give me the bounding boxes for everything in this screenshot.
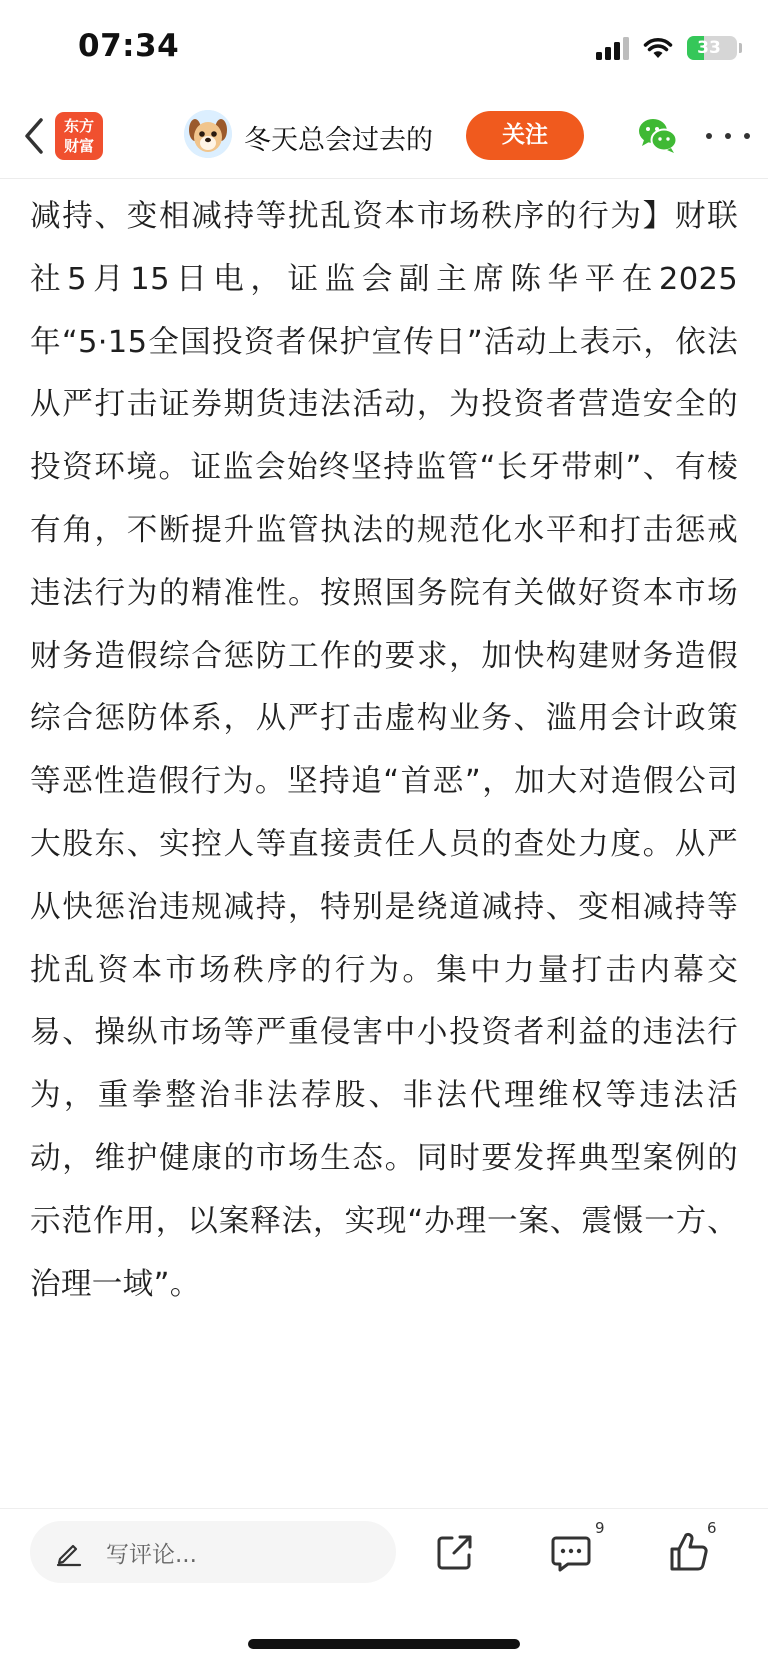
comment-icon <box>548 1529 594 1575</box>
home-indicator[interactable] <box>248 1639 520 1649</box>
status-time: 07:34 <box>78 28 180 64</box>
wifi-icon <box>643 36 673 60</box>
comment-count: 9 <box>595 1519 605 1537</box>
bottom-action-bar <box>0 1508 768 1664</box>
pen-icon <box>54 1537 84 1567</box>
brand-logo[interactable] <box>55 112 103 160</box>
back-button[interactable] <box>14 114 54 158</box>
like-count: 6 <box>707 1519 717 1537</box>
brand-logo-line1: 东方 <box>63 117 94 135</box>
more-icon-dot <box>706 133 712 139</box>
cellular-signal-icon <box>596 36 629 60</box>
comment-button[interactable] <box>548 1529 594 1575</box>
more-icon-dot <box>744 133 750 139</box>
wechat-icon <box>636 114 680 158</box>
wechat-share-button[interactable] <box>636 114 680 158</box>
share-button[interactable] <box>432 1529 478 1575</box>
article-body <box>30 186 738 1316</box>
dog-avatar-icon <box>184 110 232 158</box>
follow-button[interactable]: 关注 <box>466 111 584 160</box>
more-icon-dot <box>725 133 731 139</box>
author-name[interactable]: 冬天总会过去的 <box>244 125 433 156</box>
chevron-left-icon <box>22 117 46 155</box>
article-text: 减持、变相减持等扰乱资本市场秩序的行为】财联社5月15日电，证监会副主席陈华平在2025年“5·15全国投资者保护宣传日”活动上表示，依法从严打击证券期货违法活动，为投资者营造安全的投资环境。证监会始终坚持监管“长牙带刺”、有棱有角，不断提升监管执法的规范化水平和打击惩戒违法行为的精准性。按照国务院有关做好资本市场财务造假综合惩防工作的要求，加快构建财务造假综合惩防体系，从严打击虚构业务、滥用会计政策等恶性造假行为。坚持追“首恶”，加大对造假公司大股东、实控人等直接责任人员的查处力度。从严从快惩治违规减持，特别是绕道减持、变相减持等扰乱资本市场秩序的行为。集中力量打击内幕交易、操纵市场等严重侵害中小投资者利益的违法行为，重拳整治非法荐股、非法代理维权等违法活动，维护健康的市场生态。同时要发挥典型案例的示范作用，以案释法，实现“办理一案、震慑一方、治理一域”。 <box>30 199 738 1302</box>
status-bar <box>0 0 768 100</box>
thumbs-up-icon <box>666 1529 712 1575</box>
status-icons <box>596 36 742 60</box>
battery-cap <box>739 43 742 53</box>
brand-logo-line2: 财富 <box>63 137 94 155</box>
battery-percent: 33 <box>697 38 721 58</box>
nav-bar <box>0 100 768 179</box>
comment-placeholder: 写评论... <box>106 1541 197 1568</box>
avatar[interactable] <box>184 110 232 158</box>
like-button[interactable] <box>666 1529 712 1575</box>
battery-indicator <box>687 36 737 60</box>
share-icon <box>432 1529 478 1575</box>
comment-input[interactable] <box>30 1521 396 1583</box>
more-button[interactable] <box>706 124 750 148</box>
